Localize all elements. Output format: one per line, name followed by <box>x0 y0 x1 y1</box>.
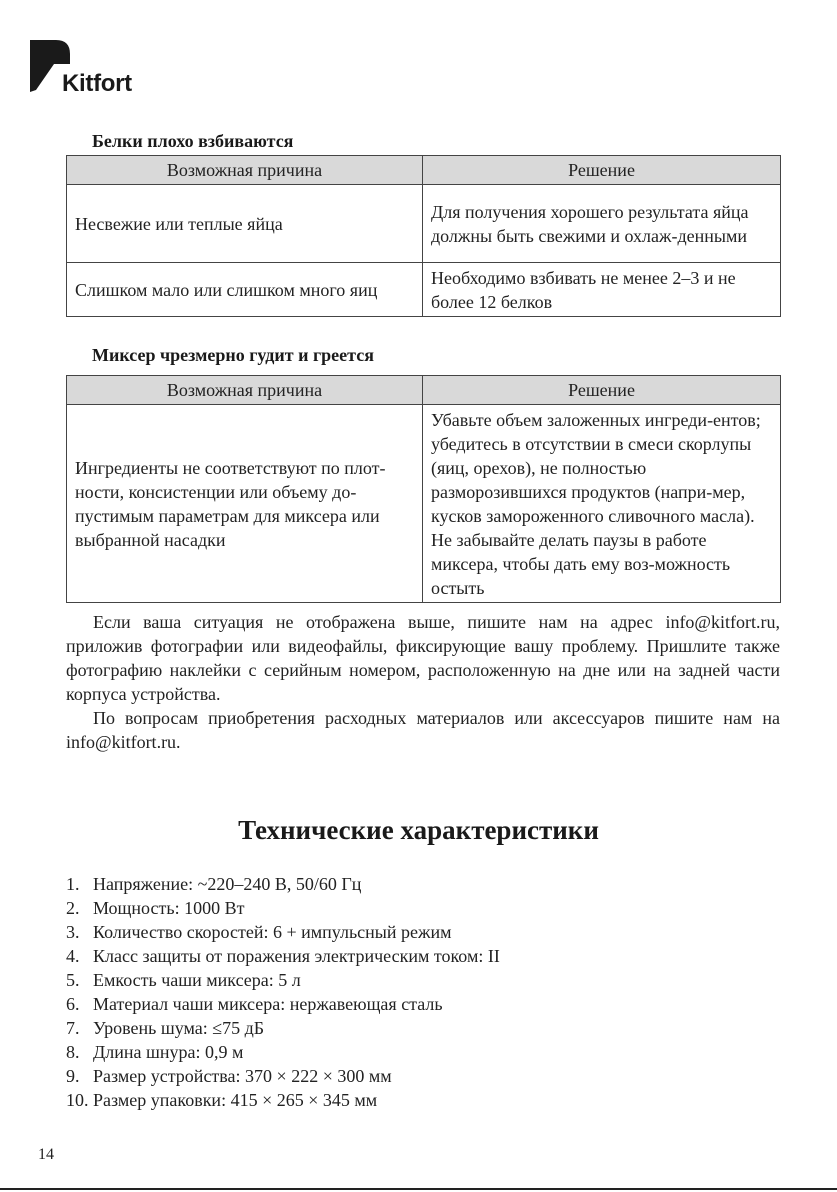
troubleshoot-table-mixer-noise <box>66 375 781 603</box>
list-item-number: 3. <box>66 922 80 942</box>
bottom-divider <box>0 1188 837 1190</box>
list-item-text: Мощность: 1000 Вт <box>93 898 245 918</box>
table-row <box>67 405 781 603</box>
table-cell-cause: Слишком мало или слишком много яиц <box>67 263 423 317</box>
list-item <box>66 1016 500 1040</box>
accessories-paragraph: По вопросам приобретения расходных материалов или аксессуаров пишите нам на info@kitfort.ru. <box>66 708 780 752</box>
list-item <box>66 992 500 1016</box>
list-item-number: 1. <box>66 874 80 894</box>
list-item-text: Длина шнура: 0,9 м <box>93 1042 244 1062</box>
list-item-number: 10. <box>66 1090 89 1110</box>
kitfort-logo-text: Kitfort <box>62 70 132 97</box>
table-cell-solution: Для получения хорошего результата яйца должны быть свежими и охлаж-денными <box>423 185 781 263</box>
troubleshoot-table-whites <box>66 155 781 317</box>
list-item-text: Напряжение: ~220–240 В, 50/60 Гц <box>93 874 362 894</box>
specs-title: Технические характеристики <box>238 815 599 845</box>
list-item-text: Класс защиты от поражения электрическим током: II <box>93 946 500 966</box>
table-header-row <box>67 376 781 405</box>
list-item <box>66 872 500 896</box>
list-item <box>66 1088 500 1112</box>
list-item-number: 5. <box>66 970 80 990</box>
list-item-number: 9. <box>66 1066 80 1086</box>
section-heading-mixer-noise: Миксер чрезмерно гудит и греется <box>92 345 374 365</box>
column-header-solution: Решение <box>423 156 781 185</box>
list-item <box>66 968 500 992</box>
list-item <box>66 920 500 944</box>
list-item-text: Размер упаковки: 415 × 265 × 345 мм <box>93 1090 378 1110</box>
list-item-text: Уровень шума: ≤75 дБ <box>93 1018 265 1038</box>
list-item-number: 8. <box>66 1042 80 1062</box>
table-row <box>67 263 781 317</box>
table-row <box>67 185 781 263</box>
section-heading-whites: Белки плохо взбиваются <box>92 131 294 151</box>
list-item <box>66 896 500 920</box>
list-item-text: Количество скоростей: 6 + импульсный режим <box>93 922 452 942</box>
list-item-number: 7. <box>66 1018 80 1038</box>
list-item-text: Размер устройства: 370 × 222 × 300 мм <box>93 1066 392 1086</box>
list-item-number: 4. <box>66 946 80 966</box>
table-cell-solution: Необходимо взбивать не менее 2–3 и не более 12 белков <box>423 263 781 317</box>
column-header-cause: Возможная причина <box>67 156 423 185</box>
column-header-solution: Решение <box>423 376 781 405</box>
list-item-text: Материал чаши миксера: нержавеющая сталь <box>93 994 443 1014</box>
table-cell-solution: Убавьте объем заложенных ингреди-ентов; убедитесь в отсутствии в смеси скорлупы (яиц, орехов), не полностью разморозившихся продуктов (напри-мер, кусков замороженного сливочного масла). Не забывайте делать паузы в работе миксера, чтобы дать ему воз-можность остыть <box>423 405 781 603</box>
table-header-row <box>67 156 781 185</box>
table-cell-cause: Ингредиенты не соответствуют по плот-ности, консистенции или объему до-пустимым параметрам для миксера или выбранной насадки <box>67 405 423 603</box>
page-number: 14 <box>38 1146 54 1163</box>
list-item-number: 6. <box>66 994 80 1014</box>
list-item-text: Емкость чаши миксера: 5 л <box>93 970 301 990</box>
contact-paragraph: Если ваша ситуация не отображена выше, пишите нам на адрес info@kitfort.ru, приложив фотографии или видеофайлы, фиксирующие вашу проблему. Пришлите также фотографию наклейки с серийным номером, расположенную на дне или на задней части корпуса устройства. <box>66 612 780 704</box>
list-item-number: 2. <box>66 898 80 918</box>
list-item <box>66 944 500 968</box>
list-item <box>66 1064 500 1088</box>
list-item <box>66 1040 500 1064</box>
kitfort-logo <box>30 40 150 100</box>
column-header-cause: Возможная причина <box>67 376 423 405</box>
specs-list <box>66 872 500 1112</box>
table-cell-cause: Несвежие или теплые яйца <box>67 185 423 263</box>
